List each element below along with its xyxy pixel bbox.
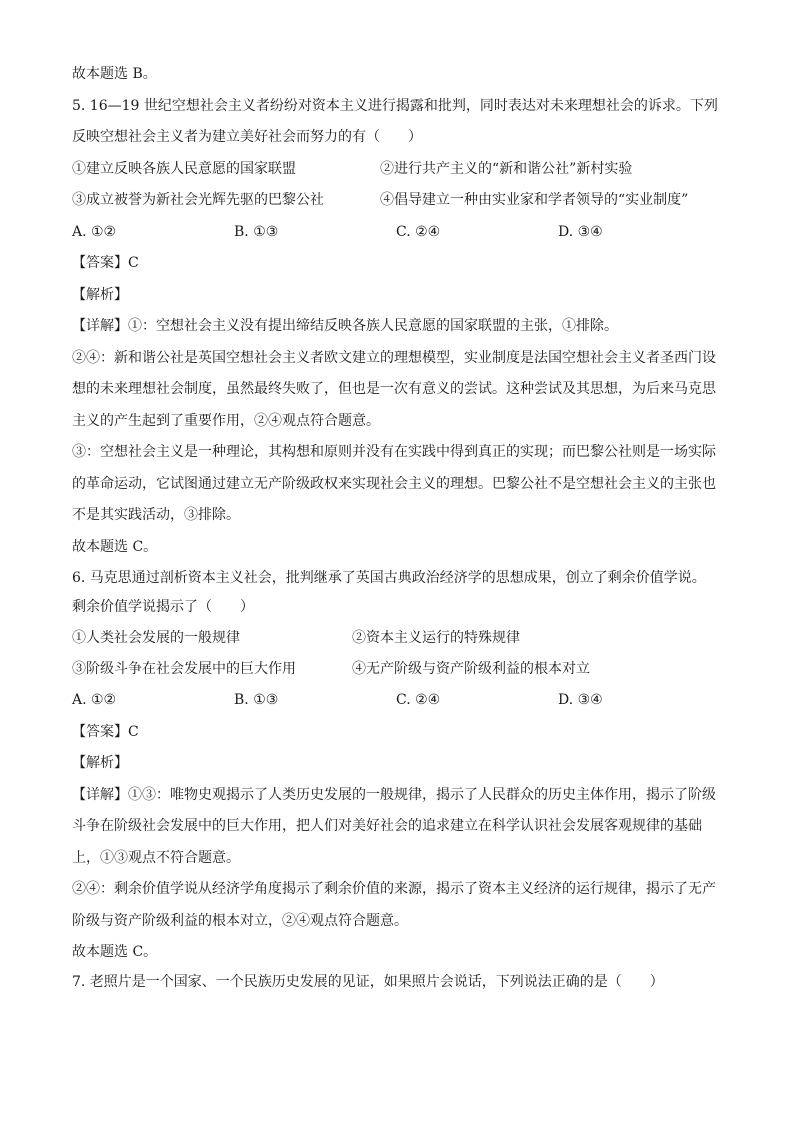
q7-stem: 7. 老照片是一个国家、一个民族历史发展的见证，如果照片会说话，下列说法正确的是（ ） xyxy=(72,974,664,990)
q6-option-d: D. ③④ xyxy=(558,692,603,708)
q6-stem-line-1: 6. 马克思通过剖析资本主义社会，批判继承了英国古典政治经济学的思想成果，创立了剩余价值学说。 xyxy=(72,570,706,586)
q5-item-2: ②进行共产主义的“新和谐公社”新村实验 xyxy=(380,161,633,177)
q6-option-b: B. ①③ xyxy=(234,692,279,708)
q6-detail-line: 斗争在阶级社会发展中的巨大作用，把人们对美好社会的追求建立在科学认识社会发展客观规律的基础 xyxy=(72,818,702,834)
q5-answer: 【答案】C xyxy=(72,255,139,271)
q5-detail-line: ③：空想社会主义是一种理论，其构想和原则并没有在实践中得到真正的实现；而巴黎公社则是一场实际 xyxy=(72,444,716,460)
q5-detail-line: 【详解】①：空想社会主义没有提出缔结反映各族人民意愿的国家联盟的主张，①排除。 xyxy=(72,318,618,334)
q6-item-4: ④无产阶级与资产阶级利益的根本对立 xyxy=(352,661,590,677)
q6-option-c: C. ②④ xyxy=(396,692,441,708)
q6-detail-line: 【详解】①③：唯物史观揭示了人类历史发展的一般规律，揭示了人民群众的历史主体作用，揭示了阶级 xyxy=(72,787,716,803)
q5-item-4: ④倡导建立一种由实业家和学者领导的“实业制度” xyxy=(380,192,689,208)
q5-option-a: A. ①② xyxy=(72,224,117,240)
q5-detail-line: 主义的产生起到了重要作用，②④观点符合题意。 xyxy=(72,413,380,429)
q5-option-c: C. ②④ xyxy=(396,224,441,240)
q6-answer: 【答案】C xyxy=(72,724,139,740)
prev-conclusion: 故本题选 B。 xyxy=(72,66,157,82)
q5-item-3: ③成立被誉为新社会光辉先驱的巴黎公社 xyxy=(72,192,324,208)
q5-stem-line-1: 5. 16—19 世纪空想社会主义者纷纷对资本主义进行揭露和批判，同时表达对未来理想社会的诉求。下列 xyxy=(72,98,718,114)
q5-analysis-heading: 【解析】 xyxy=(72,287,128,303)
q5-option-b: B. ①③ xyxy=(234,224,279,240)
q5-detail-line: 的革命运动，它试图通过建立无产阶级政权来实现社会主义的理想。巴黎公社不是空想社会主义的主张也 xyxy=(72,476,716,492)
q6-item-3: ③阶级斗争在社会发展中的巨大作用 xyxy=(72,661,296,677)
q6-detail-line: 阶级与资产阶级利益的根本对立，②④观点符合题意。 xyxy=(72,913,408,929)
q6-option-a: A. ①② xyxy=(72,692,117,708)
q6-analysis-heading: 【解析】 xyxy=(72,755,128,771)
q5-option-d: D. ③④ xyxy=(558,224,603,240)
q5-item-1: ①建立反映各族人民意愿的国家联盟 xyxy=(72,161,296,177)
q6-item-2: ②资本主义运行的特殊规律 xyxy=(352,630,520,646)
q6-conclusion: 故本题选 C。 xyxy=(72,944,158,960)
q5-conclusion: 故本题选 C。 xyxy=(72,539,158,555)
q6-detail-line: 上，①③观点不符合题意。 xyxy=(72,850,240,866)
q6-stem-line-2: 剩余价值学说揭示了（ ） xyxy=(72,599,254,615)
q5-stem-line-2: 反映空想社会主义者为建立美好社会而努力的有（ ） xyxy=(72,129,422,145)
q5-detail-line: 不是其实践活动，③排除。 xyxy=(72,507,240,523)
q5-detail-line: ②④：新和谐公社是英国空想社会主义者欧文建立的理想模型，实业制度是法国空想社会主义者圣西门设 xyxy=(72,350,716,366)
q6-detail-line: ②④：剩余价值学说从经济学角度揭示了剩余价值的来源，揭示了资本主义经济的运行规律，揭示了无产 xyxy=(72,881,716,897)
q6-item-1: ①人类社会发展的一般规律 xyxy=(72,630,240,646)
q5-detail-line: 想的未来理想社会制度，虽然最终失败了，但也是一次有意义的尝试。这种尝试及其思想，为后来马克思 xyxy=(72,381,716,397)
